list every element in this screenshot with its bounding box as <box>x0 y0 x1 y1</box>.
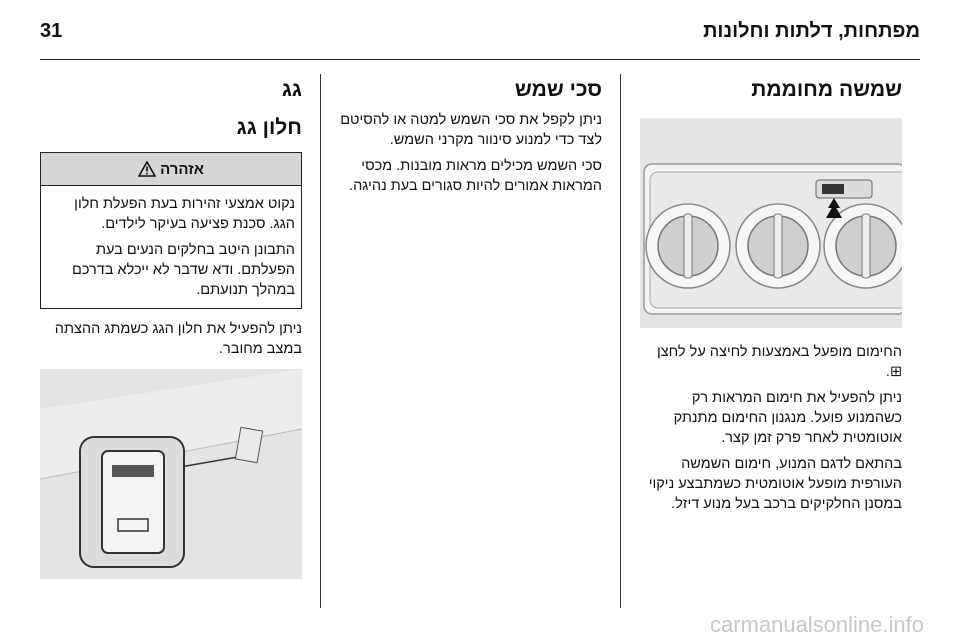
paragraph: החימום מופעל באמצעות לחיצה על לחצן ⊞. <box>657 344 902 380</box>
paragraph: ניתן להפעיל את חימום המראות רק כשהמנוע פועל. מנגנון החימום מתנתק אוטומטית לאחר פרק זמן קצר. <box>673 390 902 446</box>
paragraph: ניתן להפעיל את חלון הגג כשמתג ההצתה במצב מחובר. <box>54 321 302 357</box>
column-divider <box>320 74 321 608</box>
warning-paragraph: נקוט אמצעי זהירות בעת הפעלת חלון הגג. סכנת פציעה בעיקר לילדים. <box>74 196 295 232</box>
watermark: carmanualsonline.info <box>709 612 924 637</box>
sun-visors-section <box>330 76 602 202</box>
paragraph: בהתאם לדגם המנוע, חימום השמשה העורפית מופעל אוטומטית כשמתבצע ניקוי במסנן החלקיקים ברכב בעל מנוע דיזל. <box>648 456 902 512</box>
open-rocker-mark <box>112 465 154 477</box>
paragraph: ניתן לקפל את סכי השמש למטה או להסיטם לצד כדי למנוע סינוור מקרני השמש. <box>340 112 602 148</box>
section-title: גג <box>281 78 302 101</box>
section-title: סכי שמש <box>514 78 602 101</box>
page-header <box>40 0 920 60</box>
running-title: מפתחות, דלתות וחלונות <box>703 20 920 42</box>
sunroof-switch-illustration <box>40 369 302 579</box>
column-divider <box>620 74 621 608</box>
climate-panel-drawing <box>640 118 902 328</box>
subsection-title: חלון גג <box>236 116 302 139</box>
warning-triangle-icon <box>138 161 156 177</box>
roof-section <box>40 76 302 579</box>
warning-paragraph: התבונן היטב בחלקים הנעים בעת הפעלתם. ודא שדבר לא ייכלא בדרכם במהלך תנועתם. <box>71 242 295 298</box>
fan-knob <box>646 204 730 288</box>
warning-box <box>40 152 302 309</box>
page-number: 31 <box>40 20 63 42</box>
sunroof-switch-drawing <box>40 369 302 579</box>
warning-header <box>41 153 301 186</box>
section-title: שמשה מחוממת <box>751 78 902 101</box>
temperature-knob <box>736 204 820 288</box>
climate-control-illustration <box>640 118 902 328</box>
heated-window-section <box>640 76 902 520</box>
warning-label: אזהרה <box>160 160 204 178</box>
paragraph: סכי השמש מכילים מראות מובנות. מכסי המראות אמורים להיות סגורים בעת נהיגה. <box>349 158 602 194</box>
